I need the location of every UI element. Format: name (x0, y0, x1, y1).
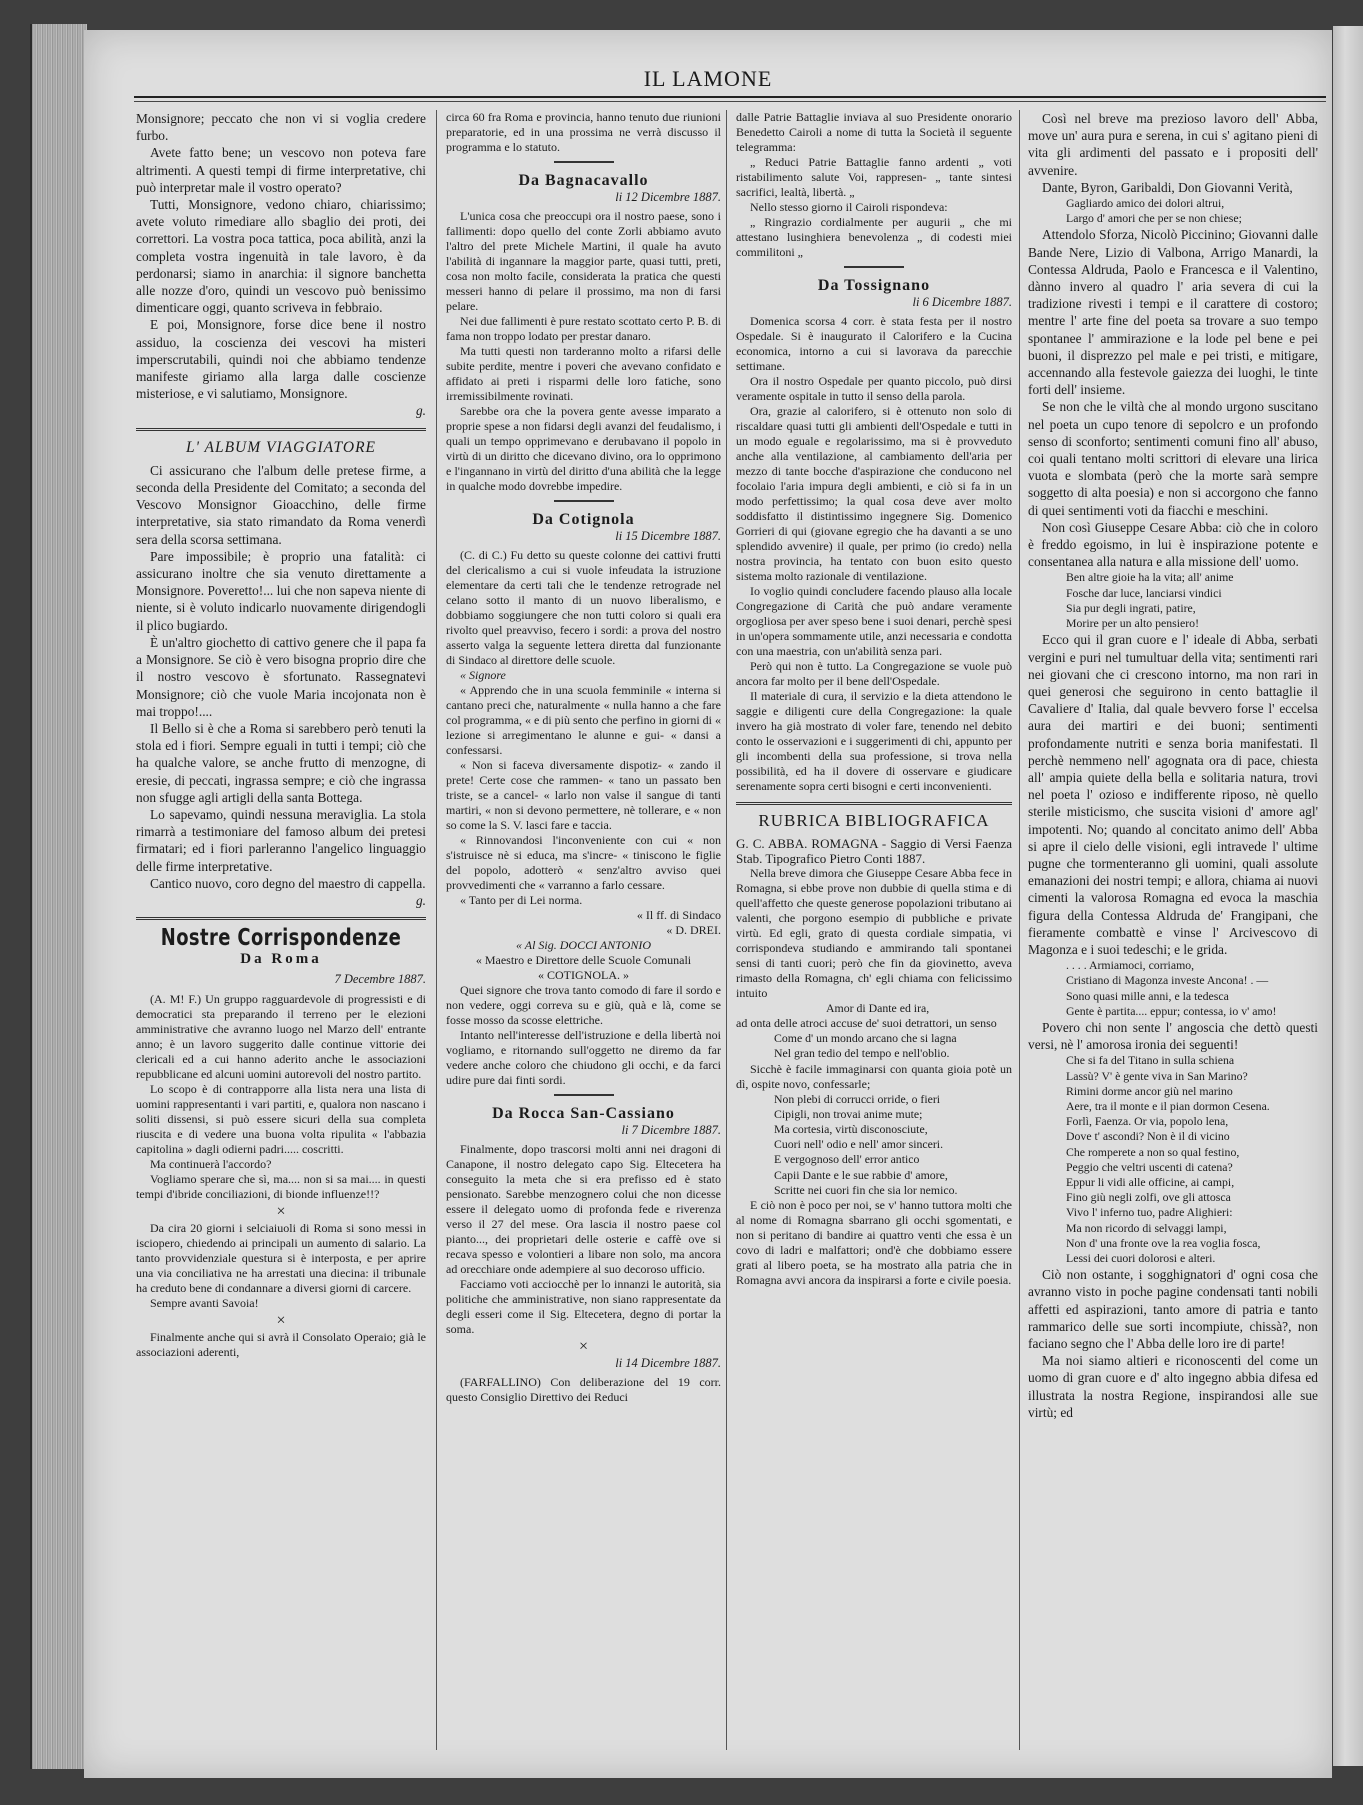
telegram: „ Ringrazio cordialmente per augurii „ che mi attestano lusinghiera benevolenza „ di codesti miei commilitoni „ (736, 215, 1012, 259)
verse-line: . . . . Armiamoci, corriamo, (1066, 958, 1195, 973)
verse-line: Cipigli, non trovai anime mute; (774, 1106, 923, 1121)
paragraph: Così nel breve ma prezioso lavoro dell' Abba, move un' aura pura e serena, in cui s' agitano pieni di vita gli ardimenti del passato e i propositi dell' avvenire. (1028, 111, 1318, 178)
verse-line: E vergognoso dell' error antico (774, 1152, 920, 1167)
letter-address: « Al Sig. DOCCI ANTONIO (515, 938, 652, 952)
letter-paragraph: « Non si faceva diversamente dispotiz- « zando il prete! Certe cose che rammen- « tano un passato ben triste, se a cancel- « larlo non valse il sangue di tanti martiri, « non si devono permettere, nè tollerare, e « non so come la S. V. lasci fare e taccia. (446, 758, 721, 832)
section-rule (736, 802, 1012, 805)
verse-line: Ben altre gioie ha la vita; all' anime (1066, 570, 1234, 585)
paragraph: (A. M! F.) Un gruppo ragguardevole di progressisti e di democratici sta preparando il terreno per le elezioni amministrative che avranno luogo nel Marzo dell' entrante anno; è un lavoro suggerito dalle continue vittorie dei clericali ed a cui hanno aderito anche le associazioni repubblicane ed alcuni uomini autorevoli del nostro partito. (136, 991, 426, 1081)
paragraph: Ma tutti questi non tarderanno molto a rifarsi delle subite perdite, mentre i poveri che avevano confidato e affidato ai preti i risparmi delle loro fatiche, sono irremissibilmente rovinati. (446, 344, 721, 403)
subsection-title: Da Roma (240, 951, 322, 968)
verse-line: Che romperete a non so qual festino, (1066, 1144, 1240, 1159)
verse-line: Ma non ricordo di selvaggi lampi, (1066, 1220, 1227, 1235)
paragraph: Intanto nell'interesse dell'istruzione e della libertà noi vogliamo, e ritornando sull'oggetto ne diremo da far vedere anche coloro che chiudono gli occhi, e da farci udire pure dai finti sordi. (446, 1028, 721, 1087)
separator-mark: × (276, 1311, 286, 1329)
letter-address: « Maestro e Direttore delle Scuole Comunali (475, 953, 692, 967)
subsection-title: Da Tossignano (817, 277, 931, 294)
paragraph: Domenica scorsa 4 corr. è stata festa per il nostro Ospedale. Si è inaugurato il Calorifero e la Cucina economica, intorno a cui si lavorava da parecchie settimane. (736, 314, 1012, 373)
subsection-title: Da Bagnacavallo (518, 172, 649, 189)
paragraph: Ora, grazie al calorifero, si è ottenuto non solo di riscaldare quasi tutti gli ambienti dell'Ospedale e tutti in un modo eguale e regolarissimo, ma si è provveduto anche alla ventilazione, al cambiamento dell'aria per mezzo di tante bocche d'aspirazione che conducono nel focolaio l'aria impura degli ambienti, e ciò si fa in un modo perfettissimo; la qual cosa deve aver molto soddisfatto il distintissimo ingegnere Sig. Domenico Gorrieri di qui (giovane egregio che ha davanti a se uno splendido avvenire) il quale, per primo (io credo) nella nostra provincia, ha tentato con buon esito questo sistema molto razionale di ventilazione. (736, 404, 1012, 583)
section-rule (136, 428, 426, 431)
paragraph: Attendolo Sforza, Nicolò Piccinino; Giovanni dalle Bande Nere, Lizio di Valbona, Arrigo Manardi, la Contessa Aldruda, Paolo e Francesca e il Valentino, dànno invero al quadro l' aria severa di cui la tradizione rivesti i tempi e il carattere di costoro; mentre l' arte fine del poeta sa trovare a suo tempo spontanee l' ammirazione e la lode pel bene e pei buoni, il disprezzo pel male e pei tristi, e mitigare, accennando alla festevole gaiezza dei luoghi, le tinte forti dell' insieme. (1028, 227, 1318, 398)
section-rule (844, 266, 904, 268)
verse-line: Che si fa del Titano in sulla schiena (1066, 1053, 1235, 1068)
paragraph: È un'altro giochetto di cattivo genere che il papa fa a Monsignore. Se ciò è vero bisogna proprio dire che il nostro vescovo è sfortunato. Rassegnatevi Monsignore; ciò che vuole Maria incojonata non è mai troppo!.... (136, 634, 426, 719)
signature: g. (415, 892, 426, 908)
verse-line: Dove t' ascondi? Non è il di vicino (1066, 1129, 1230, 1144)
paragraph: Cantico nuovo, coro degno del maestro di cappella. (150, 875, 426, 891)
paragraph: Quei signore che trova tanto comodo di fare il sordo e non vedere, oggi correva su e giù, quà e là, come se fosse mosso da scosse elettriche. (446, 983, 721, 1027)
paragraph: Il materiale di cura, il servizio e la dieta attendono le saggie e diligenti cure della Congregazione: la quale invero ha già mostrato di voler fare, tenendo nel debito conto le osservazioni e i suggerimenti di chi, appunto per gli incombenti della sua professione, si trova nella possibilità, ed ha il dovere di osservare e giudicare serenamente sopra certi bisogni e certi inconvenienti. (736, 689, 1012, 793)
section-rule (554, 1094, 614, 1096)
paragraph: Lo scopo è di contrapporre alla lista nera una lista di uomini rappresentanti i vari partiti, e, qualora non nascano i soliti dissensi, si può essere sicuri della sua completa riuscita e di vedere una buona volta ripulita « l'abbazia capitolina » dagli odierni padri..... coscritti. (136, 1081, 426, 1156)
section-title: RUBRICA BIBLIOGRAFICA (758, 811, 990, 830)
paragraph: Ma noi siamo altieri e riconoscenti del come un uomo di gran cuore e d' alto ingegno abbia difesa ed illustrata la nostra Regione, inspirandosi alle sue virtù; ed (1028, 1353, 1318, 1420)
verse-line: Forlì, Faenza. Or via, popolo lena, (1066, 1114, 1229, 1129)
column-4 (1028, 110, 1318, 1760)
letter-signature: « D. DREI. (666, 923, 721, 937)
paragraph: Sicchè è facile immaginarsi con quanta gioia potè un dì, ospite novo, confessarle; (736, 1061, 1012, 1091)
subsection-title: Da Rocca San-Cassiano (492, 1105, 675, 1122)
paragraph: Monsignore; peccato che non vi si voglia credere furbo. (136, 111, 426, 144)
paragraph: dalle Patrie Battaglie inviava al suo Presidente onorario Benedetto Cairoli a nome di tutta la Società il seguente telegramma: (736, 110, 1012, 154)
verse-line: Cuori nell' odio e nell' amor sinceri. (774, 1137, 944, 1152)
verse-line: Scritte nei cuori fin che sia lor nemico. (774, 1182, 958, 1197)
paragraph: Però qui non è tutto. La Congregazione se vuole può ancora far molto per il bene dell'Ospedale. (736, 659, 1012, 688)
paragraph: Tutti, Monsignore, vedono chiaro, chiarissimo; avete voluto rimediare allo sbaglio dei proti, dei correttori. La vostra poca tattica, poca abilità, anzi la completa vostra ingenuità in tale lavoro, è da perdonarsi; siamo in anarchia: il signore banchetta alle nozze d'oro, quindi un vescovo può benissimo dimenticare oggi, quanto scriveva in febbraio. (136, 197, 426, 316)
verse-line: Lassù? V' è gente viva in San Marino? (1066, 1068, 1248, 1083)
book-citation: G. C. ABBA. ROMAGNA - Saggio di Versi Faenza Stab. Tipografico Pietro Conti 1887. (736, 836, 1012, 866)
verse-line: Gente è partita.... eppur; contessa, io v' amo! (1066, 1003, 1277, 1018)
paragraph: Nella breve dimora che Giuseppe Cesare Abba fece in Romagna, si ebbe prove non dubbie di quella stima e di quell'affetto che queste generose popolazioni tributano ai valenti, che porgono esempio di pubbliche e private virtù. Ed egli, grato di questa cordiale simpatia, vi corrispondeva studiando e ammirando tali spontanei sensi di tanti cuori; però che fin da giovinetto, aveva rimasto della Romagna, ch' egli chiama con felicissimo intuito (736, 866, 1012, 1000)
paragraph: Dante, Byron, Garibaldi, Don Giovanni Verità, (1042, 179, 1293, 195)
letter-paragraph: « Tanto per di Lei norma. (460, 893, 583, 907)
paragraph: Se non che le viltà che al mondo urgono suscitano nel poeta un cupo tenore di sepolcro e un profondo senso di sconforto; sentimenti comuni fino all' abuso, coi quali tentano molti scrittori di elevare una lirica vuota e slombata (però che la morte sarà sempre soggetto di alta poesia) e non si accorgono che fanno di quei sentimenti voti da fiacchi e meschini. (1028, 399, 1318, 518)
separator-mark: × (578, 1338, 589, 1355)
paragraph: circa 60 fra Roma e provincia, hanno tenuto due riunioni preparatorie, ed in una prossima ne verrà discusso il programma e lo statuto. (446, 110, 721, 154)
subsection-title: Da Cotignola (532, 511, 635, 528)
paragraph: Ecco qui il gran cuore e l' ideale di Abba, serbati vergini e puri nel tumultuar della vita; sentimenti rari nei giovani che ci crescono intorno, ma non rari in quei generosi che seguirono in cento battaglie il Cavaliere d' Italia, dal quale bevvero forse l' eccelsa aura dei martiri e dei buoni; sentimenti profondamente nutriti e senza boria manifestati. Il perchè nemmeno nell' agognata ora di pace, chiesta all' ampia quiete della bella e solitaria natura, trovi nel poeta l' ozioso e indifferente riposo, nè quello sterile misticismo, che suscita visioni d' amore agl' impotenti. No; quando al concitato animo dell' Abba si apre il cielo delle visioni, egli intravede l' ultime pugne che tormenteranno gli uomini, quali assolute emanazioni dei nostri tempi; e allora, chiama ai nuovi cimenti la valorosa Romagna ed evoca la maschia figura della Contessa Aldruda de' Frangipani, che fieramente combattè e vinse l' Arcivescovo di Magonza e i suoi tedeschi; e le grida. (1028, 632, 1318, 957)
book-page-stack (30, 24, 87, 1769)
verse-line: Nel gran tedio del tempo e nell'oblio. (774, 1046, 950, 1061)
separator-mark: × (276, 1202, 286, 1220)
paragraph: Ci assicurano che l'album delle pretese firme, a seconda della Presidente del Comitato; a seconda del Vescovo Monsignor Gioacchino, delle firme interpretative, sia stato rimandato da Roma venerdì sera della scorsa settimana. (136, 462, 426, 547)
paragraph: Povero chi non sente l' angoscia che dettò questi versi, nè l' amorosa ironia dei seguenti! (1028, 1019, 1318, 1053)
letter-paragraph: « Apprendo che in una scuola femminile « interna si cantano preci che, naturalmente « nulla hanno a che fare col programma, « e di più sento che perfino in giorni di « lezione si arregimentano le alunne e gui- « dansi a confessarsi. (446, 683, 721, 757)
column-divider (726, 110, 727, 1750)
verse-line: Morire per un alto pensiero! (1066, 616, 1199, 631)
paragraph: Nello stesso giorno il Cairoli rispondeva: (750, 200, 948, 214)
paragraph: ad onta delle atroci accuse de' suoi detrattori, un senso (736, 1016, 997, 1031)
verse-line: Cristiano di Magonza investe Ancona! . — (1066, 973, 1269, 988)
verse-line: Fosche dar luce, lanciarsi vindici (1066, 585, 1222, 600)
paragraph: Da cira 20 giorni i selciaiuoli di Roma si sono messi in isciopero, chiedendo ai principali un aumento di salario. La tanto provvidenziale questura si è interposta, e per aprire una via conciliativa ne ha arrestati una diecina: il tribunale ha creduto bene di condannare a diversi giorni di carcere. (136, 1220, 426, 1295)
dateline: li 15 Dicembre 1887. (615, 529, 721, 543)
section-title: Nostre Corrispondenze (160, 925, 402, 952)
verse-line: Non d' una fronte ove la rea voglia fosca, (1066, 1235, 1261, 1250)
paragraph: L'unica cosa che preoccupi ora il nostro paese, sono i fallimenti: dopo quello del conte Zorli abbiamo avuto l'altro del prete Michele Martini, il quale ha avuto l'abilità di ingannare la maggior parte, quasi tutti, preti, cosa non molto facile, considerata la pratica che questi messeri hanno di pelare il prossimo, ma non di farsi pelare. (446, 209, 721, 313)
verse-line: Sia pur degli ingrati, patire, (1066, 600, 1196, 615)
paragraph: Il Bello si è che a Roma si sarebbero però tenuti la stola ed i fiori. Sempre eguali in tutti i tempi; ciò che ha qualche valore, se anche frutto di menzogne, di eresie, di peccati, ingrassa sempre; e ciò che ingrassa non sfugge agli artigli della santa Bottega. (136, 720, 426, 805)
verse-line: Vivo l' inferno tuo, padre Alighieri: (1066, 1205, 1233, 1220)
paragraph: Non così Giuseppe Cesare Abba: ciò che in coloro è freddo egoismo, in lui è inspirazione potente e consentanea alla natura e alla missione dell' uomo. (1028, 519, 1318, 570)
column-3 (736, 110, 1012, 1760)
signature: g. (415, 403, 426, 419)
letter-signature: « Il ff. di Sindaco (636, 908, 721, 922)
paragraph: Lo sapevamo, quindi nessuna meraviglia. La stola rimarrà a testimoniare del famoso album dei pretesi firmatari; ed i fiori parleranno l'angelico linguaggio delle firme interpretative. (136, 806, 426, 874)
dateline: 7 Decembre 1887. (334, 971, 426, 986)
verse-line: Fino giù negli zolfi, ove gli attosca (1066, 1190, 1231, 1205)
dateline: li 6 Dicembre 1887. (912, 295, 1012, 309)
paragraph: E poi, Monsignore, forse dice bene il nostro assiduo, la coscienza dei vescovi ha misteri imperscrutabili, quindi noi che abbiamo tendenze manifeste giriamo alla larga dalle coscienze misteriose, e vi salutiamo, Monsignore. (136, 317, 426, 402)
verse-line: Eppur li vidi alle officine, ai campi, (1066, 1175, 1235, 1189)
verse-line: Sono quasi mille anni, e la tedesca (1066, 988, 1229, 1003)
verse-line: Come d' un mondo arcano che si lagna (774, 1031, 957, 1046)
dateline: li 12 Dicembre 1887. (615, 190, 721, 204)
telegram: „ Reduci Patrie Battaglie fanno ardenti „ voti ristabilimento salute Voi, rappresen- „ tante sintesi sacrifici, lealtà, libertà. „ (736, 155, 1012, 199)
header-rule (134, 96, 1326, 98)
dateline: li 7 Dicembre 1887. (621, 1123, 721, 1137)
dateline: li 14 Dicembre 1887. (615, 1356, 721, 1370)
paragraph: Facciamo voti acciocchè per lo innanzi le autorità, sia politiche che amministrative, non siano rappresentate da degli esseri come il Sig. Eltecetera, degno di portar la soma. (446, 1277, 721, 1336)
verse-line: Non plebi di corrucci orride, o fieri (774, 1091, 941, 1106)
facing-page-edge (1333, 26, 1363, 1766)
column-divider (1019, 110, 1020, 1750)
paragraph: (C. di C.) Fu detto su queste colonne dei cattivi frutti del clericalismo a cui si vuole infeudata la istruzione elementare da certi tali che le tendenze retrograde nel celano sotto il manto di un nuovo liberalismo, e dobbiamo soggiungere che non tutti coloro si quali era rivolto quel preavviso, fecero i sordi: a prova del nostro asserto valga la seguente lettera diretta dal funzionante di Sindaco al direttore delle scuole. (446, 548, 721, 667)
column-2 (446, 110, 721, 1760)
letter-salutation: « Signore (460, 668, 506, 682)
paragraph: Pare impossibile; è proprio una fatalità: ci assicurano inoltre che sia venuto direttamente a Monsignore. Poveretto!... lui che non sapeva niente di niente, si è voluto indicarlo nuovamente dirigendogli il plico bugiardo. (136, 548, 426, 633)
verse-line: Gagliardo amico dei dolori altrui, (1066, 196, 1225, 211)
verse-line: Peggio che veltri uscenti di catena? (1066, 1159, 1233, 1174)
paragraph: Vogliamo sperare che sì, ma.... non si sa mai.... in questi tempi d'ibride conciliazioni, di bionde influenze!!? (136, 1171, 426, 1201)
verse-line: Rimini dorme ancor giù nel marino (1066, 1083, 1233, 1098)
header-rule-thin (134, 101, 1326, 102)
paragraph: Sarebbe ora che la povera gente avesse imparato a proprie spese a non fidarsi degli avanzi del feudalismo, i quali un tempo opprimevano e derubavano il popolo in virtù di un diritto che dicevano divino, ora lo opprimono e l'ingannano in virtù del diritto d'una abilità che la legge in qualche modo dovrebbe impedire. (446, 404, 721, 493)
verse-line: Lessi dei cuori dolorosi e alteri. (1066, 1251, 1216, 1266)
paragraph: Avete fatto bene; un vescovo non poteva fare altrimenti. A questi tempi di firme interpretative, chi può interpretar male il vostro operato? (136, 145, 426, 195)
column-divider (436, 110, 437, 1750)
paragraph: Finalmente, dopo trascorsi molti anni nei dragoni di Canapone, il nostro delegato capo Sig. Eltecetera ha conseguito la meta che si era prefisso ed è stato pensionato. Sarebbe menzognero colui che non dicesse essere il delegato uomo di profonda fede e riverenza verso il 27 del mese. Ora lascia il nostro paese col pianto..., dei proprietari delle osterie e caffè ove si recava spesso e volontieri a libare non solo, ma ancora ad orecchiare onde adempiere al suo decoroso ufficio. (446, 1142, 721, 1276)
letter-paragraph: « Rinnovandosi l'inconveniente con cui « non s'istruisce nè si educa, ma s'incre- « tiniscono le figlie del popolo, adotterò « senz'altro avviso quei provvedimenti che « varranno a farlo cessare. (446, 833, 721, 892)
verse-line: Capii Dante e le sue rabbie d' amore, (774, 1167, 948, 1182)
letter-address: « COTIGNOLA. » (538, 968, 629, 982)
paragraph: Ciò non ostante, i sogghignatori d' ogni cosa che avranno visto in poche pagine condensati tanti nobili affetti ed aspirazioni, tanto amore di patria e tanto rammarico delle sue sorti incompiute, chissà?, non faciano segno che l' Abba delle loro ire di parte! (1028, 1267, 1318, 1352)
paragraph: (FARFALLINO) Con deliberazione del 19 corr. questo Consiglio Direttivo dei Reduci (446, 1375, 721, 1404)
masthead: IL LAMONE (643, 66, 773, 91)
column-1 (136, 110, 426, 1760)
verse-line: Amor di Dante ed ira, (826, 1001, 930, 1015)
paragraph: Io voglio quindi concludere facendo plauso alla locale Congregazione di Carità che può andare veramente orgogliosa per aver speso bene i suoi denari, perchè spesi in un'opera sommamente utile, anzi necessaria e condotta con una maestria, con un'abilità senza pari. (736, 584, 1012, 658)
paragraph: Nei due fallimenti è pure restato scottato certo P. B. di fama non troppo lodato per prestar danaro. (446, 314, 721, 343)
paragraph: E ciò non è poco per noi, se v' hanno tuttora molti che al nome di Romagna sbarrano gli occhi sgomentati, e non si peritano di bandire ai quattro venti che essa è un covo di ladri e malfattori; ond'è che dobbiamo essere grati al libero poeta, se ha mostrato alla patria che in Romagna avvi ancora da inspirarsi a forte e civile poesia. (736, 1198, 1012, 1288)
verse-line: Aere, tra il monte e il pian dormon Cesena. (1066, 1098, 1270, 1113)
section-rule (554, 161, 614, 163)
section-rule (136, 917, 426, 920)
verse-line: Ma cortesia, virtù disconosciute, (774, 1122, 928, 1137)
paragraph: Finalmente anche qui si avrà il Consolato Operaio; già le associazioni aderenti, (136, 1329, 426, 1359)
verse-line: Largo d' amori che per se non chiese; (1066, 211, 1242, 226)
section-rule (554, 500, 614, 502)
paragraph: Ma continuerà l'accordo? (150, 1156, 272, 1171)
section-title: L' ALBUM VIAGGIATORE (185, 438, 377, 456)
paragraph: Sempre avanti Savoia! (150, 1295, 259, 1310)
paragraph: Ora il nostro Ospedale per quanto piccolo, può dirsi veramente ospitale in tutto il senso della parola. (736, 374, 1012, 403)
newspaper-page (84, 30, 1332, 1778)
